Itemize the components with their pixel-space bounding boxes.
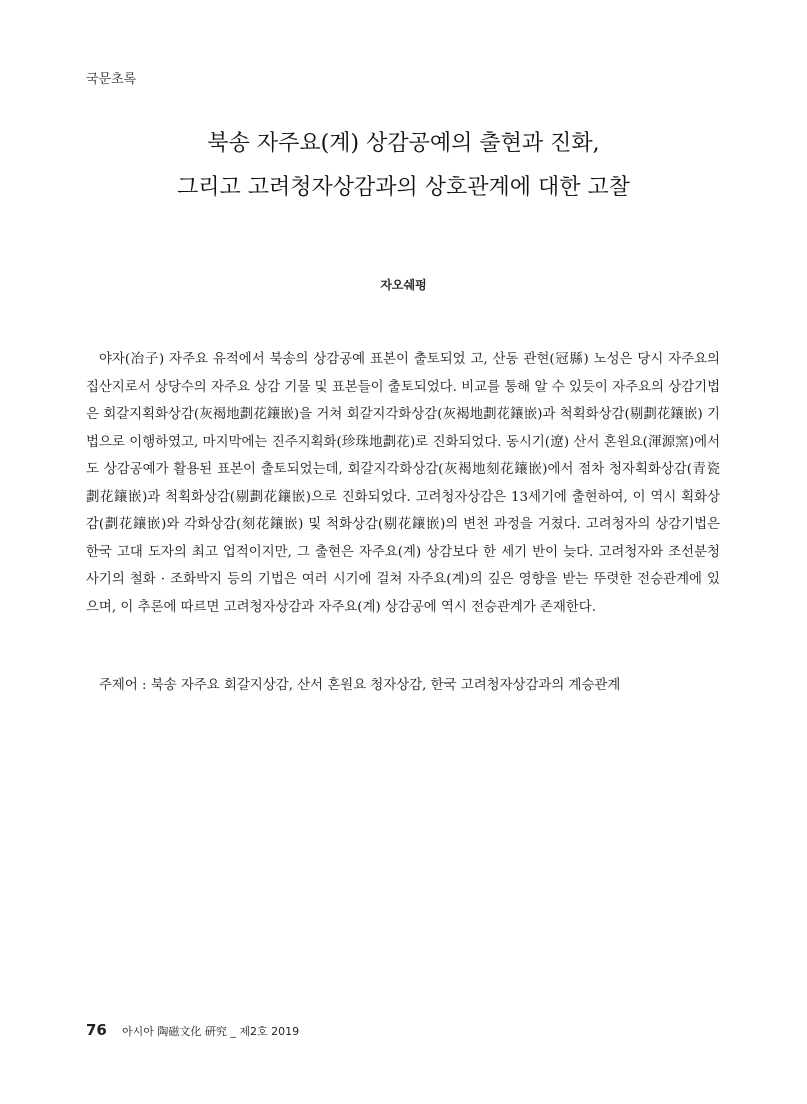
author-name: 자오쉐펑 [380, 278, 427, 292]
abstract-paragraph: 야자(冶子) 자주요 유적에서 북송의 상감공예 표본이 출토되었 고, 산동 관현(冠縣) 노성은 당시 자주요의 집산지로서 상당수의 자주요 상감 기물 및 표본들이 출토되었다. 비교를 통해 알 수 있듯이 자주요의 상감기법은 회갈지획화상감(灰褐地劃花鑲嵌)을 거쳐 회갈지각화상감(灰褐地劃花鑲嵌)과 척획화상감(剔劃花鑲嵌) 기법으로 이행하였고, 마지막에는 진주지획화(珍珠地劃花)로 진화되었다. 동시기(遼) 산서 혼원요(渾源窯)에서도 상감공예가 활용된 표본이 출토되었는데, 회갈지각화상감(灰褐地刻花鑲嵌)에서 점차 청자획화상감(青瓷劃花鑲嵌)과 척획화상감(剔劃花鑲嵌)으로 진화되었다. 고려청자상감은 13세기에 출현하여, 이 역시 획화상감(劃花鑲嵌)와 각화상감(刻花鑲嵌) 및 척화상감(剔花鑲嵌)의 변천 과정을 거쳤다. 고려청자의 상감기법은 한국 고대 도자의 최고 업적이지만, 그 출현은 자주요(계) 상감보다 한 세기 반이 늦다. 고려청자와 조선분청사기의 철화 · 조화박지 등의 기법은 여러 시기에 걸쳐 자주요(계)의 깊은 영향을 받는 뚜렷한 전승관계에 있으며, 이 추론에 따르면 고려청자상감과 자주요(계) 상감공에 역시 전승관계가 존재한다. [86, 352, 720, 615]
title-line-1: 북송 자주요(계) 상감공예의 출현과 진화, [207, 131, 600, 156]
paper-title [0, 122, 807, 210]
journal-name: 아시아 陶磁文化 硏究 _ 제2호 2019 [121, 1025, 300, 1038]
title-line-2: 그리고 고려청자상감과의 상호관계에 대한 고찰 [176, 175, 630, 200]
keywords-line: 주제어 : 북송 자주요 회갈지상감, 산서 혼원요 청자상감, 한국 고려청자상감과의 계승관계 [99, 678, 621, 693]
page-footer [86, 1020, 299, 1039]
section-label: 국문초록 [86, 72, 137, 87]
page-number: 76 [86, 1021, 107, 1039]
